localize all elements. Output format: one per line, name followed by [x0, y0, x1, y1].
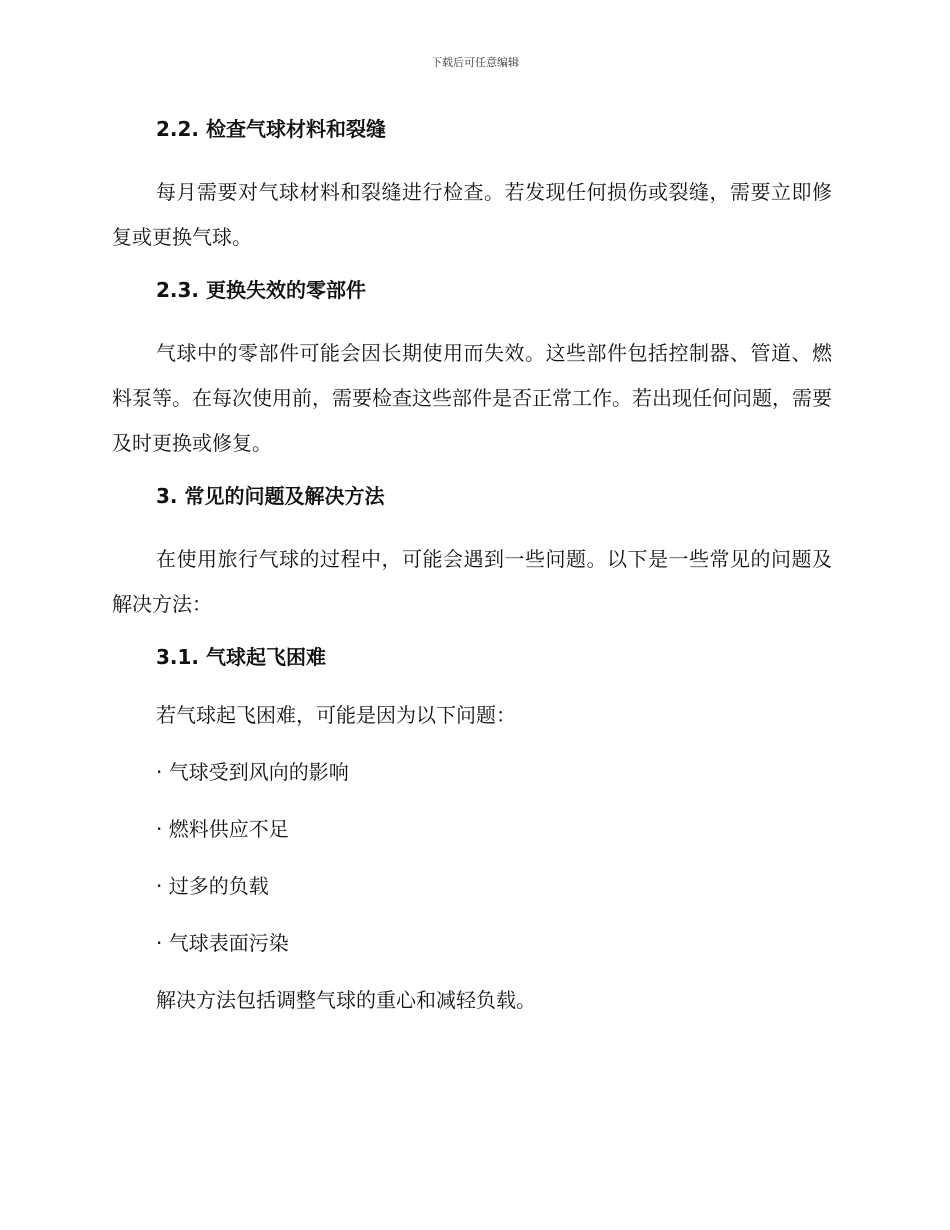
bullet-item: · 燃料供应不足 — [156, 817, 289, 841]
running-header: 下载后可任意编辑 — [431, 56, 519, 69]
section-intro-3-1: 若气球起飞困难，可能是因为以下问题： — [156, 703, 516, 727]
section-heading-2-3: 2.3. 更换失效的零部件 — [156, 278, 366, 302]
section-solution-3-1: 解决方法包括调整气球的重心和减轻负载。 — [156, 988, 536, 1012]
section-heading-2-2: 2.2. 检查气球材料和裂缝 — [156, 117, 386, 141]
document-content — [112, 112, 832, 1017]
section-heading-3: 3. 常见的问题及解决方法 — [156, 484, 385, 508]
section-paragraph-3: 在使用旅行气球的过程中，可能会遇到一些问题。以下是一些常见的问题及解决方法： — [112, 547, 832, 616]
section-paragraph-2-2: 每月需要对气球材料和裂缝进行检查。若发现任何损伤或裂缝，需要立即修复或更换气球。 — [112, 180, 832, 249]
section-heading-3-1: 3.1. 气球起飞困难 — [156, 645, 326, 669]
section-paragraph-2-3: 气球中的零部件可能会因长期使用而失效。这些部件包括控制器、管道、燃料泵等。在每次使用前，需要检查这些部件是否正常工作。若出现任何问题，需要及时更换或修复。 — [112, 341, 832, 455]
bullet-item: · 气球表面污染 — [156, 931, 289, 955]
bullet-item: · 过多的负载 — [156, 874, 269, 898]
bullet-item: · 气球受到风向的影响 — [156, 760, 349, 784]
